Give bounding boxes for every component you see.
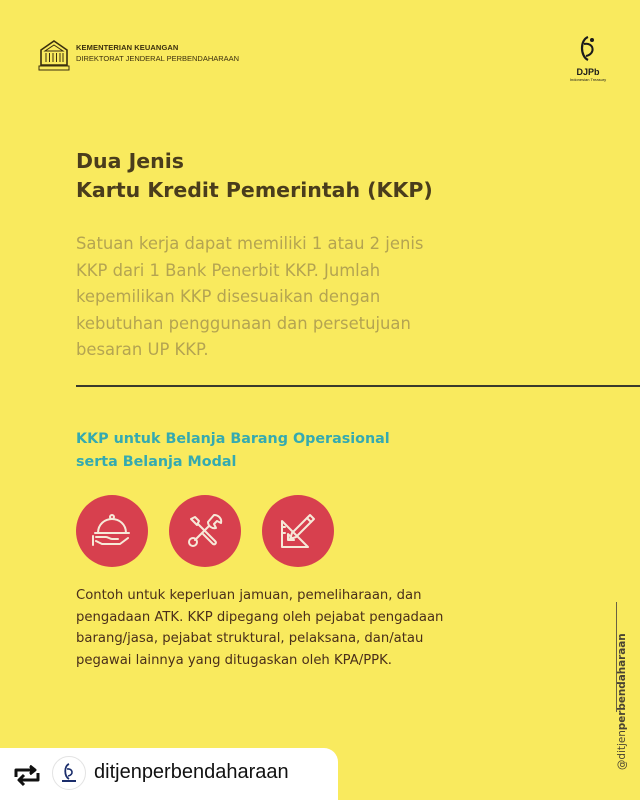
intro-line: besaran UP KKP. [76,340,209,360]
page-title [76,147,576,205]
subtitle-line-2: serta Belanja Modal [76,453,237,470]
description-line: pegawai lainnya yang ditugaskan oleh KPA/PPK. [76,652,392,668]
ministry-line-1: KEMENTERIAN KEUANGAN [76,43,179,52]
stationery-icon [262,495,334,567]
handle-prefix: @ditjen [616,730,628,770]
djpb-logo [566,34,610,80]
description-paragraph [76,585,576,671]
maintenance-tools-icon [169,495,241,567]
subtitle-line-1: KKP untuk Belanja Barang Operasional [76,431,390,447]
handle-bold: perbendaharaan [616,633,628,731]
side-social-handle [616,610,628,770]
kemenkeu-logo [36,38,72,74]
repost-username[interactable]: ditjenperbendaharaan [94,761,289,783]
title-line-1: Dua Jenis [76,149,184,173]
repost-icon[interactable] [10,763,44,787]
djpb-tagline: Indonesian Treasury [569,77,607,82]
intro-line: Satuan kerja dapat memiliki 1 atau 2 jenis [76,234,424,253]
djpb-mark-icon [566,34,610,64]
avatar[interactable] [52,756,86,790]
intro-line: kepemilikan KKP disesuaikan dengan [76,287,381,307]
djpb-avatar-icon [57,761,81,785]
intro-paragraph [76,231,546,364]
intro-line: KKP dari 1 Bank Penerbit KKP. Jumlah [76,260,381,280]
section-subtitle [76,428,390,473]
title-line-2: Kartu Kredit Pemerintah (KKP) [76,178,433,202]
description-line: pengadaan ATK. KKP dipegang oleh pejabat pengadaan [76,609,444,625]
djpb-short: DJPb [576,67,600,77]
description-line: barang/jasa, pejabat struktural, pelaksana, dan/atau [76,631,424,647]
ministry-name [76,42,239,64]
ministry-line-2: DIREKTORAT JENDERAL PERBENDAHARAAN [76,54,240,63]
food-service-icon [76,495,148,567]
description-line: Contoh untuk keperluan jamuan, pemeliharaan, dan [76,588,422,603]
section-divider [76,385,640,387]
intro-line: kebutuhan penggunaan dan persetujuan [76,313,411,333]
